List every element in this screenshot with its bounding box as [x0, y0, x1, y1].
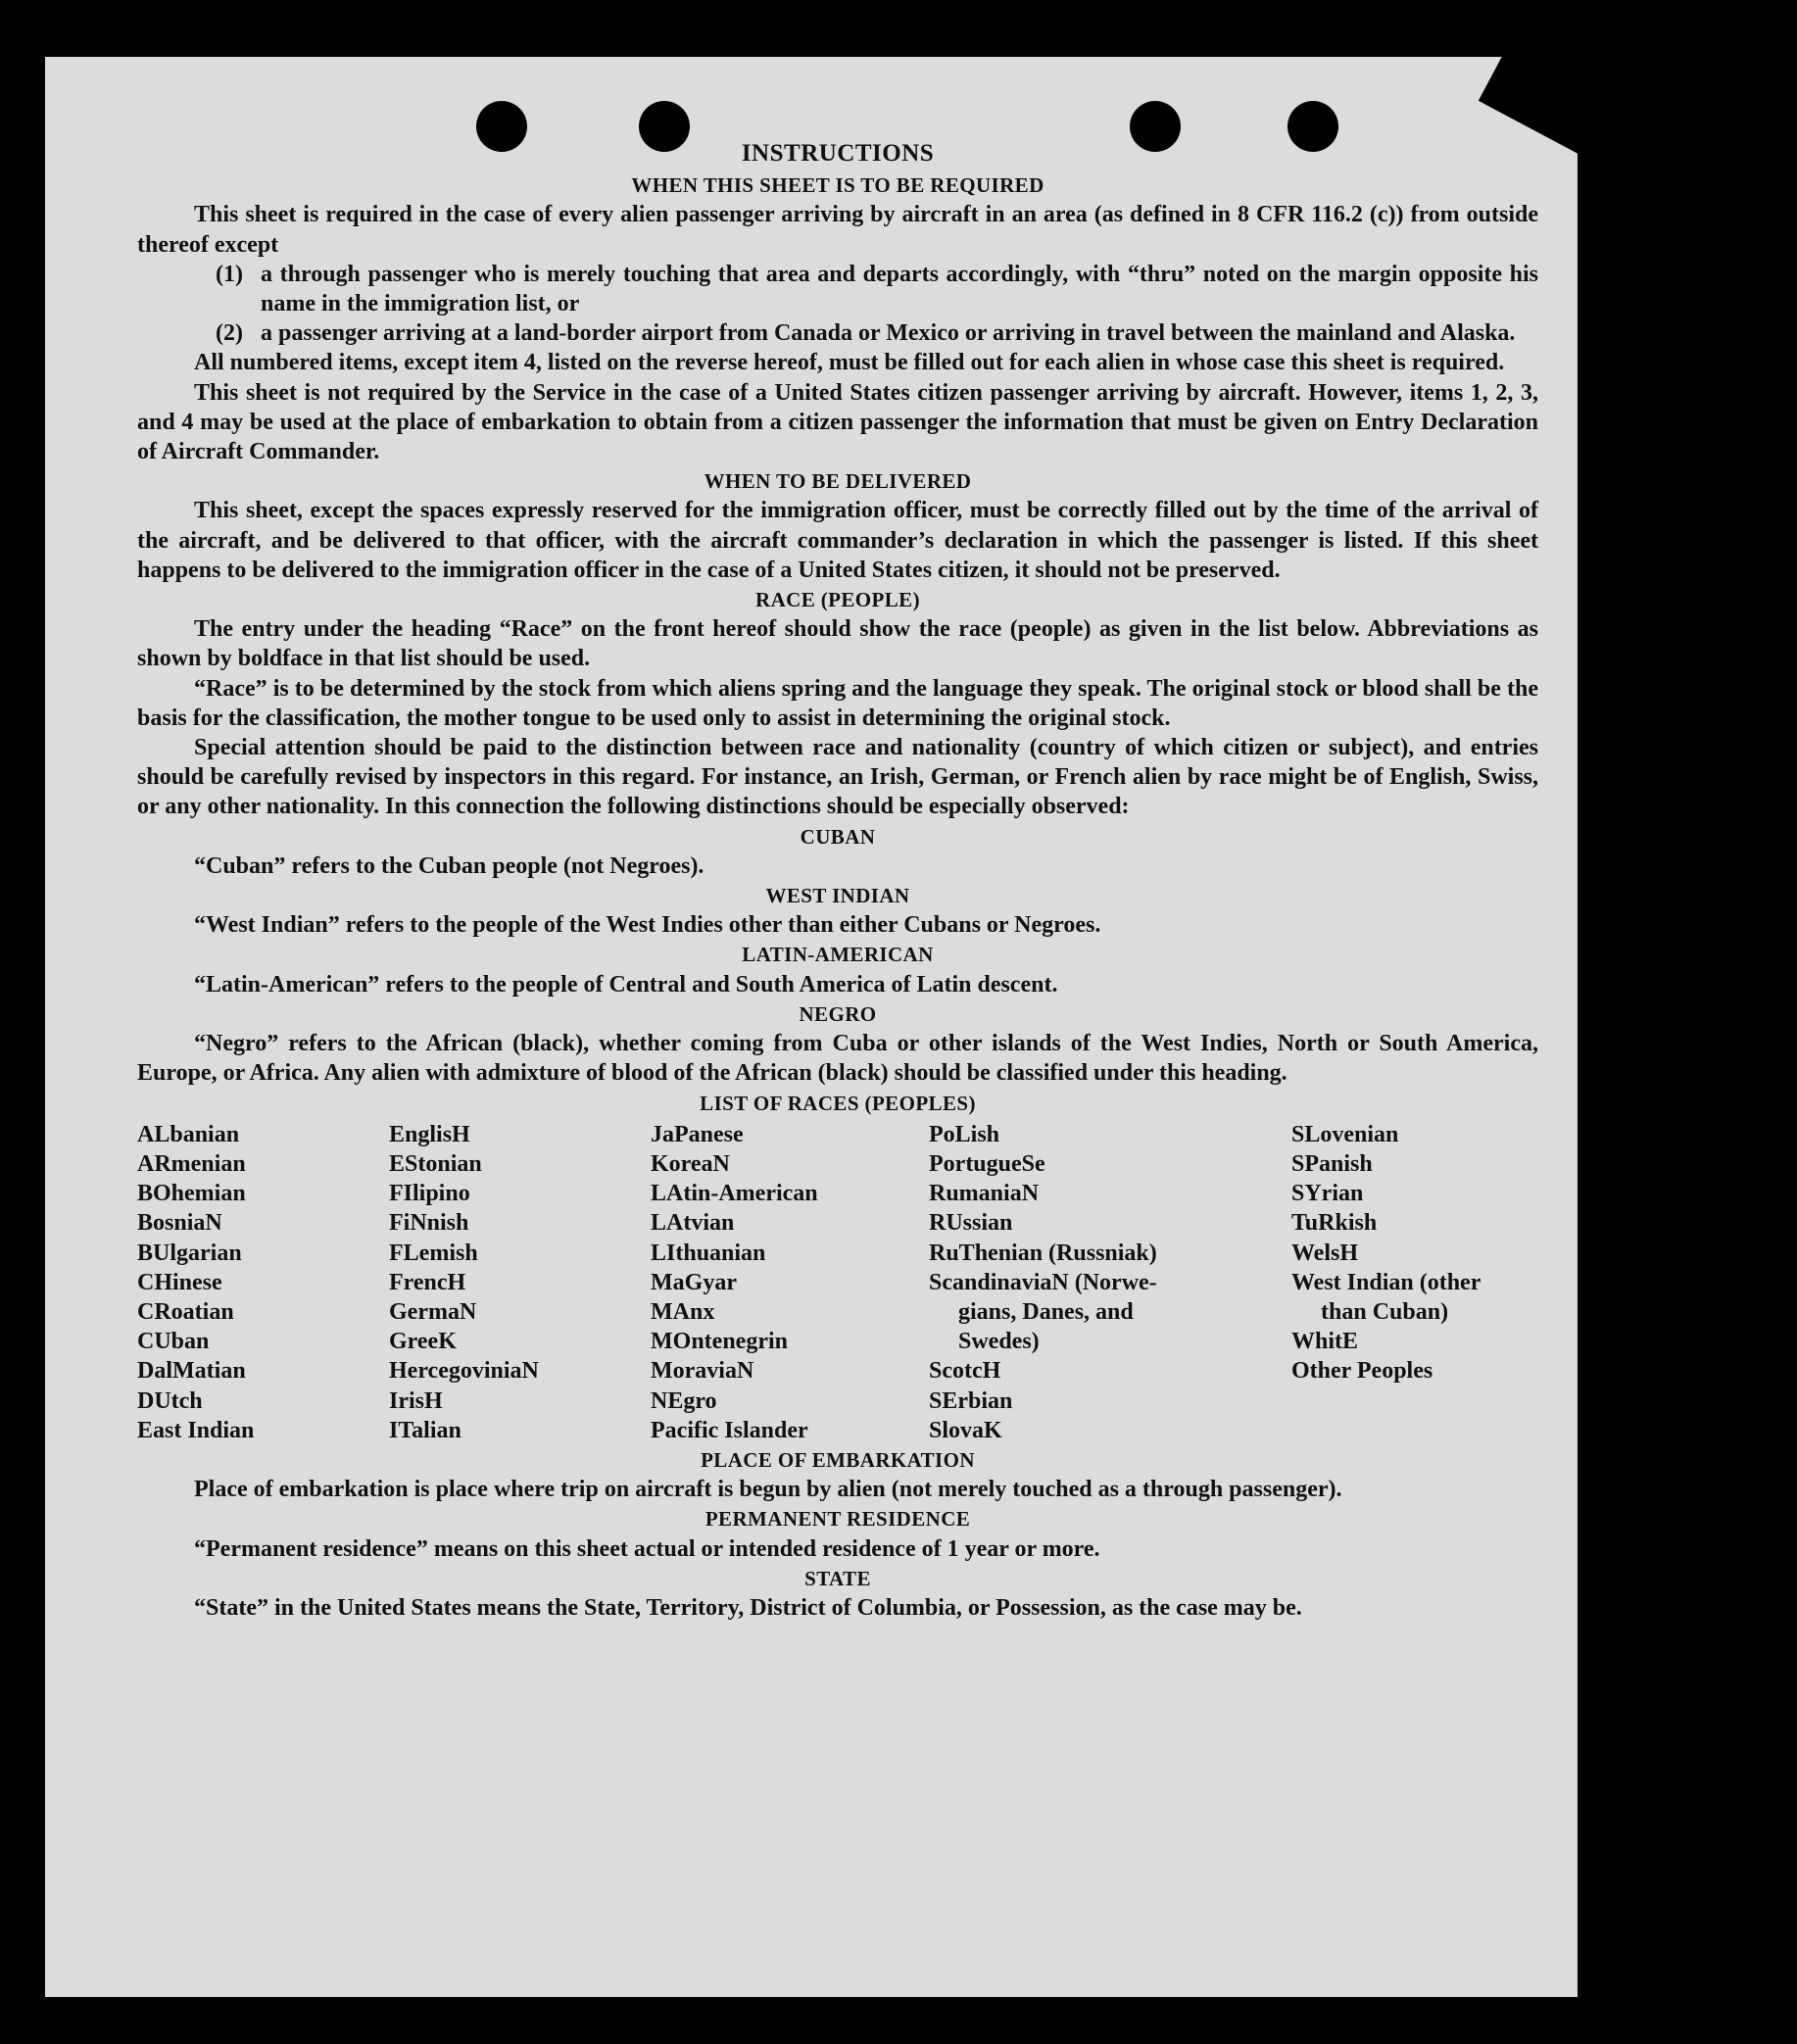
race-entry: West Indian (other: [1291, 1269, 1481, 1295]
section-heading: WHEN TO BE DELIVERED: [704, 469, 972, 494]
race-entry: FiNnish: [389, 1210, 469, 1237]
race-entry: PortugueSe: [929, 1150, 1045, 1177]
race-entry: MoraviaN: [651, 1358, 754, 1385]
race-entry: WelsH: [1291, 1240, 1359, 1266]
race-entry: BosniaN: [137, 1210, 222, 1237]
race-entry: RuThenian (Russniak): [929, 1240, 1157, 1266]
paragraph: “Race” is to be determined by the stock from which aliens spring and the language they speak. The original stock or blood shall be the basis for the classification, the mother tongue to be used only to assist in determining the original stock.: [137, 675, 1538, 731]
document-page: [45, 57, 1578, 1997]
race-entry: EStonian: [389, 1150, 482, 1177]
race-column: [1291, 1120, 1538, 1445]
paragraph: This sheet is required in the case of every alien passenger arriving by aircraft in an area (as defined in 8 CFR 116.2 (c)) from outside thereof except: [137, 202, 1538, 258]
race-entry: SLovenian: [1291, 1121, 1399, 1147]
paragraph: Special attention should be paid to the distinction between race and nationality (country of which citizen or subject), and entries should be carefully revised by inspectors in this regard. For instance, an Irish, German, or French alien by race might be of English, Swiss, or any other nationality. In this connection the following distinctions should be especially observed:: [137, 735, 1538, 820]
race-entry: RUssian: [929, 1210, 1013, 1237]
race-entry: ScotcH: [929, 1358, 1001, 1385]
paragraph: “Permanent residence” means on this sheet actual or intended residence of 1 year or more.: [194, 1535, 1100, 1562]
item-text: a through passenger who is merely touching that area and departs accordingly, with “thru” noted on the margin opposite his name in the immigration list, or: [261, 261, 1538, 317]
race-entry: FrencH: [389, 1269, 466, 1295]
instructions-content: [137, 139, 1538, 1623]
paragraph: All numbered items, except item 4, listed on the reverse hereof, must be filled out for each alien in whose case this sheet is required.: [194, 350, 1505, 376]
section-heading: NEGRO: [799, 1001, 877, 1026]
page-title: INSTRUCTIONS: [741, 140, 935, 167]
race-entry: ITalian: [389, 1417, 461, 1443]
list-item: [137, 318, 1538, 348]
section-heading: LATIN-AMERICAN: [742, 943, 934, 967]
race-entry: WhitE: [1291, 1329, 1359, 1355]
paragraph: This sheet is not required by the Service in the case of a United States citizen passenger arriving by aircraft. However, items 1, 2, 3, and 4 may be used at the place of embarkation to obtain from a citizen passenger the information that must be given on Entry Declaration of Aircraft Commander.: [137, 379, 1538, 465]
race-entry: NEgro: [651, 1387, 717, 1414]
race-entry: RumaniaN: [929, 1181, 1040, 1207]
race-entry: LAtvian: [651, 1210, 735, 1237]
item-number: (2): [216, 320, 243, 347]
race-entry: DUtch: [137, 1387, 203, 1414]
race-entry: JaPanese: [651, 1121, 744, 1147]
section-heading: WEST INDIAN: [765, 884, 910, 908]
race-column: [389, 1120, 651, 1445]
race-entry: HercegoviniaN: [389, 1358, 539, 1385]
race-entry: GermaN: [389, 1298, 477, 1325]
race-entry: LIthuanian: [651, 1240, 766, 1266]
paragraph: This sheet, except the spaces expressly reserved for the immigration officer, must be correctly filled out by the time of the arrival of the aircraft, and be delivered to that officer, with the aircraft commander’s declaration in which the passenger is listed. If this sheet happens to be delivered to the immigration officer in the case of a United States citizen, it should not be preserved.: [137, 498, 1538, 583]
paragraph: “State” in the United States means the State, Territory, District of Columbia, or Possession, as the case may be.: [194, 1594, 1302, 1621]
race-entry: ARmenian: [137, 1150, 246, 1177]
race-entry: LAtin-American: [651, 1181, 818, 1207]
race-entry: East Indian: [137, 1417, 255, 1443]
race-entry: Pacific Islander: [651, 1417, 808, 1443]
race-entry: PoLish: [929, 1121, 1000, 1147]
section-heading: WHEN THIS SHEET IS TO BE REQUIRED: [631, 173, 1044, 198]
race-entry: than Cuban): [1321, 1298, 1449, 1325]
section-heading: LIST OF RACES (PEOPLES): [700, 1091, 976, 1115]
race-entry: EnglisH: [389, 1121, 470, 1147]
paragraph: “Latin-American” refers to the people of Central and South America of Latin descent.: [194, 971, 1058, 998]
race-entry: IrisH: [389, 1387, 443, 1414]
race-entry: BUlgarian: [137, 1240, 242, 1266]
race-entry: gians, Danes, and: [958, 1298, 1134, 1325]
race-entry: FIlipino: [389, 1181, 470, 1207]
race-entry: ScandinaviaN (Norwe-: [929, 1269, 1157, 1295]
paragraph: “Negro” refers to the African (black), whether coming from Cuba or other islands of the West Indies, North or South America, Europe, or Africa. Any alien with admixture of blood of the African (black) should be classified under this heading.: [137, 1031, 1538, 1087]
race-entry: MOntenegrin: [651, 1329, 788, 1355]
race-list: [137, 1120, 1538, 1445]
race-entry: GreeK: [389, 1329, 457, 1355]
paragraph: “Cuban” refers to the Cuban people (not Negroes).: [194, 852, 704, 879]
item-number: (1): [216, 261, 243, 287]
section-heading: PERMANENT RESIDENCE: [704, 1507, 971, 1532]
race-entry: KoreaN: [651, 1150, 730, 1177]
section-heading: CUBAN: [800, 824, 876, 849]
race-column: [929, 1120, 1291, 1445]
paragraph: “West Indian” refers to the people of the West Indies other than either Cubans or Negroes.: [194, 912, 1101, 939]
race-entry: SlovaK: [929, 1417, 1002, 1443]
race-entry: MaGyar: [651, 1269, 737, 1295]
race-entry: DalMatian: [137, 1358, 246, 1385]
race-column: [651, 1120, 929, 1445]
paragraph: Place of embarkation is place where trip on aircraft is begun by alien (not merely touched as a through passenger).: [194, 1477, 1342, 1503]
race-entry: Other Peoples: [1291, 1358, 1433, 1385]
paragraph: The entry under the heading “Race” on the front hereof should show the race (people) as given in the list below. Abbreviations as shown by boldface in that list should be used.: [137, 616, 1538, 672]
race-entry: ALbanian: [137, 1121, 240, 1147]
race-column: [137, 1120, 389, 1445]
section-heading: PLACE OF EMBARKATION: [701, 1447, 975, 1472]
race-entry: TuRkish: [1291, 1210, 1378, 1237]
section-heading: RACE (PEOPLE): [755, 588, 920, 612]
list-item: [137, 260, 1538, 318]
race-entry: SYrian: [1291, 1181, 1364, 1207]
race-entry: MAnx: [651, 1298, 715, 1325]
section-heading: STATE: [804, 1566, 871, 1590]
race-entry: CRoatian: [137, 1298, 234, 1325]
item-text: a passenger arriving at a land-border airport from Canada or Mexico or arriving in travel between the mainland and Alaska.: [261, 320, 1516, 347]
race-entry: SPanish: [1291, 1150, 1373, 1177]
race-entry: CHinese: [137, 1269, 222, 1295]
race-entry: CUban: [137, 1329, 210, 1355]
race-entry: FLemish: [389, 1240, 478, 1266]
race-entry: SErbian: [929, 1387, 1013, 1414]
race-entry: BOhemian: [137, 1181, 246, 1207]
race-entry: Swedes): [958, 1329, 1040, 1355]
